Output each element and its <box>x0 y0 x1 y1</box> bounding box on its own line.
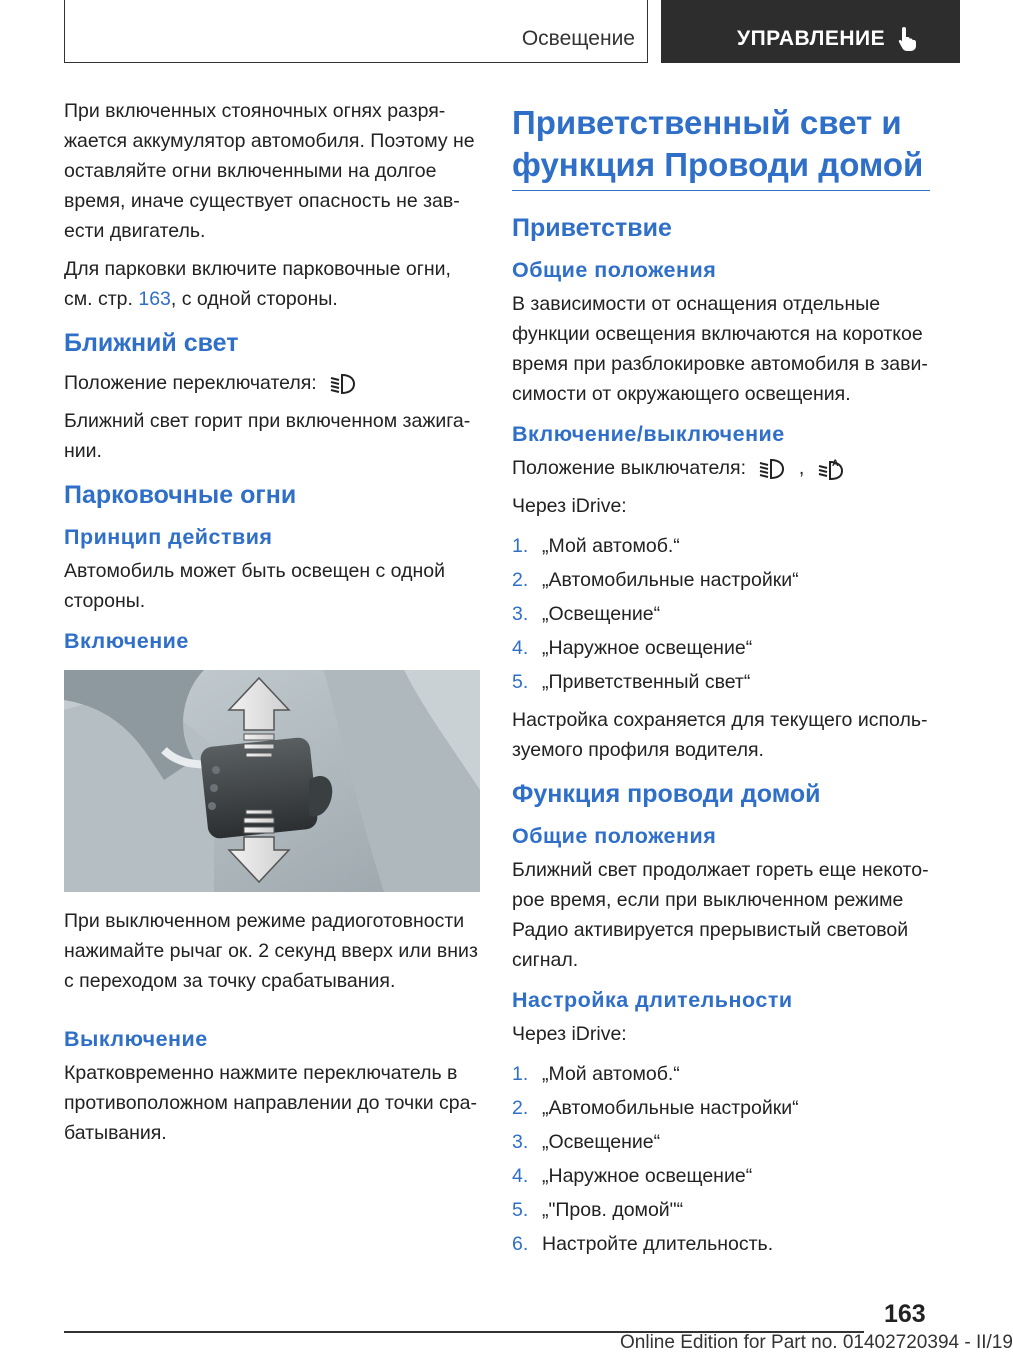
idrive-steps-list-1 <box>512 529 930 699</box>
general-text-2: Ближний свет продолжает гореть еще некоторое время, если при выключенном режиме Радио активируется прерывистый световой сигнал. <box>512 859 929 971</box>
header-section-title: Освещение <box>521 27 635 50</box>
general-heading-2: Общие положения <box>512 824 717 848</box>
low-beam-description: Ближний свет горит при включенном зажигании. <box>64 410 471 462</box>
parking-hint-text <box>64 254 484 314</box>
parking-lights-heading: Парковочные огни <box>64 481 297 509</box>
list-item: 3. „Освещение“ <box>512 1131 661 1153</box>
low-beam-heading: Ближний свет <box>64 329 239 357</box>
pointing-hand-icon <box>897 26 919 52</box>
parking-hint-pre: Для парковки включите парковочные огни, см. стр. <box>64 258 451 310</box>
low-beam-icon <box>757 457 787 481</box>
switch-on-heading: Включение <box>64 629 189 653</box>
switch-on-text: При выключенном режиме радиоготовности нажимайте рычаг ок. 2 секунд вверх или вниз с переходом за точку срабатывания. <box>64 910 478 992</box>
duration-heading: Настройка длительности <box>512 988 793 1012</box>
list-item: 4. „Наружное освещение“ <box>512 1165 753 1187</box>
via-idrive-label-1: Через iDrive: <box>512 495 627 517</box>
list-item: 5. „"Пров. домой"“ <box>512 1199 684 1221</box>
list-item: 1. „Мой автомоб.“ <box>512 1063 680 1085</box>
list-item: 6. Настройте длительность. <box>512 1233 774 1255</box>
list-item: 3. „Освещение“ <box>512 603 661 625</box>
right-column <box>512 96 930 1267</box>
via-idrive-label-2: Через iDrive: <box>512 1023 627 1045</box>
page-number: 163 <box>884 1300 926 1328</box>
list-item: 5. „Приветственный свет“ <box>512 671 751 693</box>
welcome-light-title: Приветственный свет и функция Проводи домой <box>512 102 930 191</box>
battery-warning-text: При включенных стояночных огнях разряжается аккумулятор автомобиля. Поэтому не оставляйте огни включенными на долгое время, иначе существует опасность не завести двигатель. <box>64 100 475 242</box>
on-off-separator: , <box>798 457 805 479</box>
switch-off-text: Кратковременно нажмите переключатель в противоположном направлении до точки срабатывания. <box>64 1062 477 1144</box>
page-link-163[interactable]: 163 <box>138 288 171 310</box>
left-column <box>64 96 484 1156</box>
follow-me-home-heading: Функция проводи домой <box>512 780 821 808</box>
low-beam-position-text <box>64 368 484 398</box>
svg-text:A: A <box>831 457 839 468</box>
low-beam-icon <box>328 372 358 396</box>
on-off-heading: Включение/выключение <box>512 422 785 446</box>
general-text-1: В зависимости от оснащения отдельные функции освещения включаются на короткое время при разблокировке автомобиля в зависимости от окружающего освещения. <box>512 293 928 405</box>
saved-profile-text: Настройка сохраняется для текущего используемого профиля водителя. <box>512 709 928 761</box>
switch-off-heading: Выключение <box>64 1027 208 1051</box>
parking-hint-post: , с одной стороны. <box>170 288 338 310</box>
principle-text: Автомобиль может быть освещен с одной стороны. <box>64 560 445 612</box>
idrive-steps-list-2 <box>512 1057 930 1261</box>
list-item: 2. „Автомобильные настройки“ <box>512 569 799 591</box>
principle-heading: Принцип действия <box>64 525 273 549</box>
footer-edition: Online Edition for Part no. 01402720394 - II/19 <box>620 1332 1013 1353</box>
auto-headlight-icon <box>816 457 846 481</box>
list-item: 4. „Наружное освещение“ <box>512 637 753 659</box>
header-section-box <box>64 0 648 63</box>
welcome-heading: Приветствие <box>512 214 672 242</box>
list-item: 1. „Мой автомоб.“ <box>512 535 680 557</box>
general-heading-1: Общие положения <box>512 258 717 282</box>
turn-signal-lever-image <box>64 670 480 892</box>
header-chapter-box <box>661 0 960 63</box>
on-off-position-text <box>512 453 930 483</box>
on-off-position-label: Положение выключателя: <box>512 457 747 479</box>
header-chapter-title: УПРАВЛЕНИЕ <box>737 27 886 50</box>
low-beam-position-label: Положение переключателя: <box>64 372 317 394</box>
list-item: 2. „Автомобильные настройки“ <box>512 1097 799 1119</box>
